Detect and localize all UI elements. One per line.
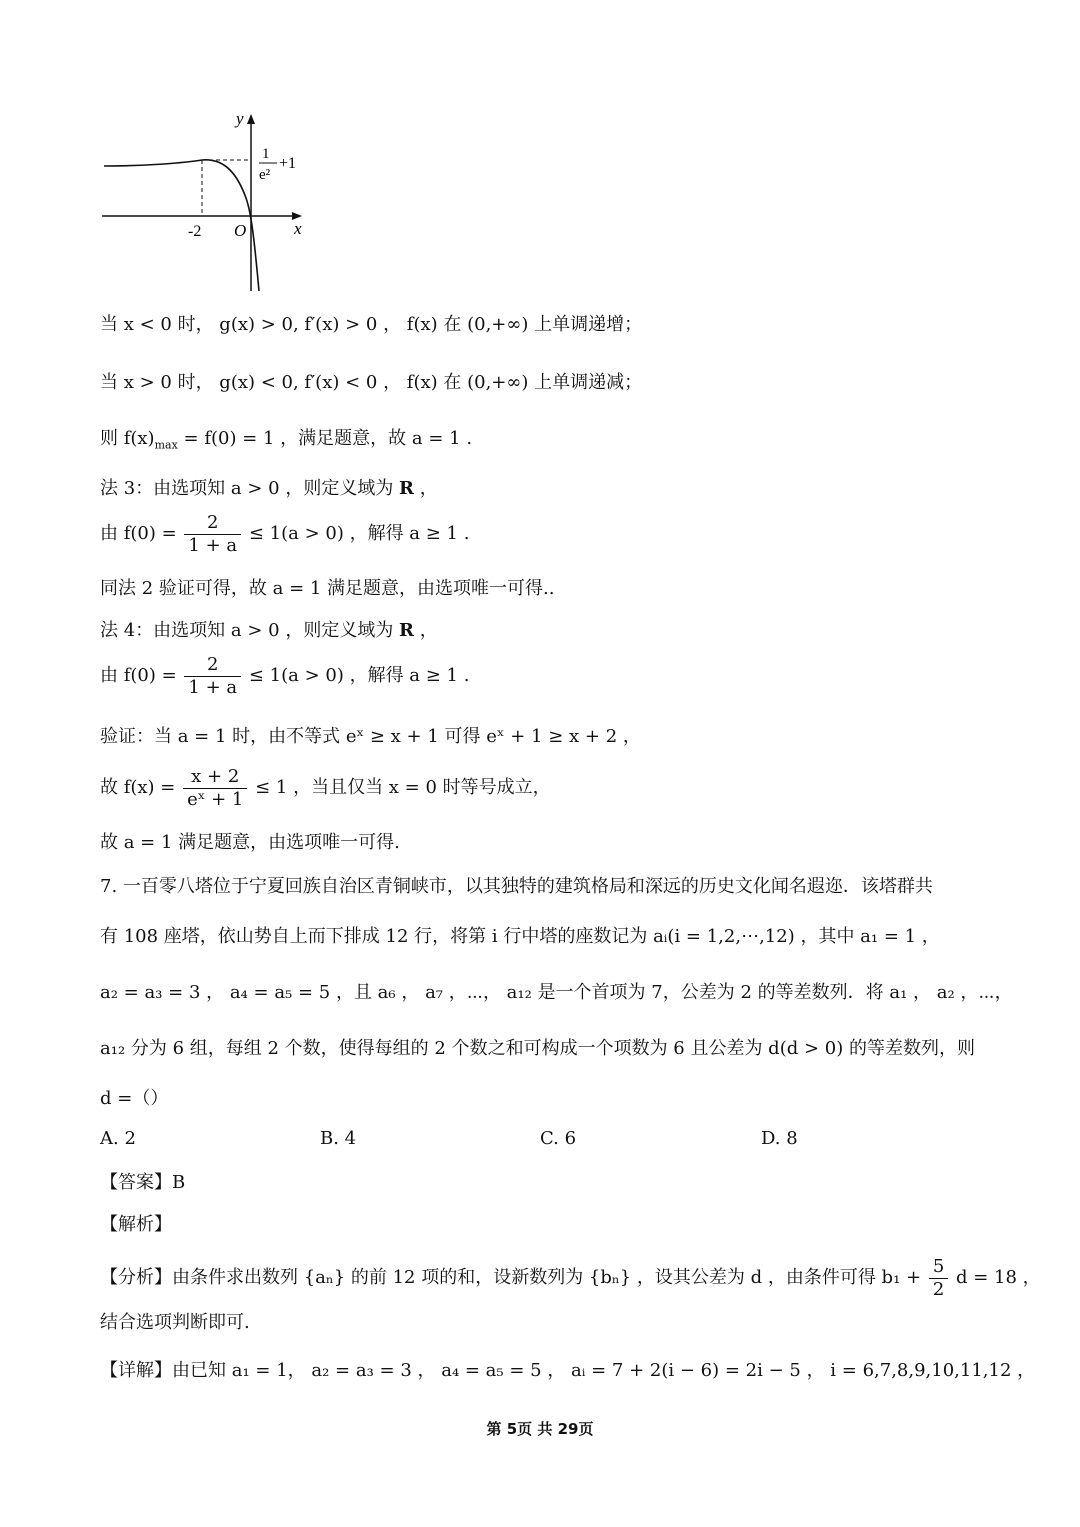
question-paragraph-3: a₂ = a₃ = 3 ， a₄ = a₅ = 5 ，且 a₆ ， a₇ ，⋯， a₁₂ 是一个首项为 7，公差为 2 的等差数列．将 a₁ ， a₂ ，⋯， xyxy=(100,982,1013,1003)
method-4-heading xyxy=(100,620,438,642)
option-c: C. 6 xyxy=(540,1128,577,1149)
analysis-summary-a: 【分析】由条件求出数列 {aₙ} 的前 12 项的和，设新数列为 {bₙ} ，设其公差为 d ，由条件可得 b₁ + xyxy=(100,1267,927,1289)
bound-fraction-num: x + 2 xyxy=(183,766,247,789)
method-4-formula-b: ≤ 1(a > 0) ，解得 a ≥ 1 . xyxy=(243,665,470,687)
method-4-fraction xyxy=(184,654,241,698)
question-paragraph-4: a₁₂ 分为 6 组，每组 2 个数，使得每组的 2 个数之和可构成一个项数为 6 且公差为 d(d > 0) 的等差数列，则 xyxy=(100,1038,975,1059)
y-axis-label: y xyxy=(236,109,244,128)
text-line-3-a: 则 f(x) xyxy=(100,428,155,449)
conclusion-line: 故 a = 1 满足题意，由选项唯一可得. xyxy=(100,832,400,853)
method-3-formula-b: ≤ 1(a > 0) ，解得 a ≥ 1 . xyxy=(243,523,470,545)
method-4-formula-a: 由 f(0) = xyxy=(100,665,183,687)
origin-label: O xyxy=(234,221,247,240)
method-3-fraction-num: 2 xyxy=(184,512,241,535)
option-a: A. 2 xyxy=(100,1128,136,1149)
option-d: D. 8 xyxy=(761,1128,798,1149)
text-line-2: 当 x > 0 时， g(x) < 0, f′(x) < 0 ， f(x) 在 (0,+∞) 上单调递减； xyxy=(100,372,643,393)
method-4-fraction-den: 1 + a xyxy=(188,676,238,698)
bound-fraction-den: eˣ + 1 xyxy=(187,788,244,810)
answer-line: 【答案】B xyxy=(100,1172,186,1193)
method-3-domain-R: R xyxy=(399,478,415,499)
function-graph xyxy=(96,106,326,296)
method-3-fraction xyxy=(184,512,241,556)
method-4-tail: ， xyxy=(414,620,438,641)
value-label-numerator: 1 xyxy=(262,146,270,162)
method-4-formula xyxy=(100,654,469,698)
bound-formula-a: 故 f(x) = xyxy=(100,777,182,799)
question-paragraph-5: d =（） xyxy=(100,1088,169,1109)
question-paragraph-2: 有 108 座塔，依山势自上而下排成 12 行，将第 i 行中塔的座数记为 aᵢ(i = 1,2,⋯,12) ，其中 a₁ = 1 ， xyxy=(100,926,940,947)
bound-formula xyxy=(100,766,551,810)
analysis-summary-continued: 结合选项判断即可. xyxy=(100,1312,250,1333)
text-line-3-sub: max xyxy=(154,438,178,452)
x-axis-label: x xyxy=(294,219,302,238)
method-3-formula xyxy=(100,512,469,556)
text-line-6: 同法 2 验证可得，故 a = 1 满足题意，由选项唯一可得.. xyxy=(100,578,555,599)
method-3-text: 法 3：由选项知 a > 0 ，则定义域为 xyxy=(100,478,400,499)
text-line-3 xyxy=(100,428,472,452)
page-footer: 第 5页 共 29页 xyxy=(486,1420,594,1438)
detail-line: 【详解】由已知 a₁ = 1， a₂ = a₃ = 3 ， a₄ = a₅ = 5 ， aᵢ = 7 + 2(i − 6) = 2i − 5 ， i = 6,7,8,9,10,11,12 ， xyxy=(100,1360,1036,1381)
method-3-heading xyxy=(100,478,438,500)
value-label-plus-one: +1 xyxy=(279,155,297,172)
question-paragraph-1: 7. 一百零八塔位于宁夏回族自治区青铜峡市，以其独特的建筑格局和深远的历史文化闻名遐迩．该塔群共 xyxy=(100,876,933,897)
analysis-fraction xyxy=(929,1256,948,1300)
option-b: B. 4 xyxy=(320,1128,357,1149)
method-4-fraction-num: 2 xyxy=(184,654,241,677)
verification-line: 验证：当 a = 1 时，由不等式 eˣ ≥ x + 1 可得 eˣ + 1 ≥ x + 2 ， xyxy=(100,726,641,747)
value-label-denominator: e² xyxy=(259,167,271,183)
y-axis-arrow xyxy=(247,114,255,124)
analysis-fraction-den: 2 xyxy=(932,1278,945,1300)
method-3-fraction-den: 1 + a xyxy=(188,534,238,556)
bound-fraction xyxy=(183,766,247,810)
tick-label-minus-two: -2 xyxy=(188,223,202,240)
analysis-summary xyxy=(100,1256,1041,1300)
method-4-text: 法 4：由选项知 a > 0 ，则定义域为 xyxy=(100,620,400,641)
analysis-title: 【解析】 xyxy=(100,1214,172,1235)
method-3-formula-a: 由 f(0) = xyxy=(100,523,183,545)
method-4-domain-R: R xyxy=(399,620,415,641)
analysis-fraction-num: 5 xyxy=(929,1256,948,1279)
text-line-1: 当 x < 0 时， g(x) > 0, f′(x) > 0 ， f(x) 在 (0,+∞) 上单调递增； xyxy=(100,314,643,335)
method-3-tail: ， xyxy=(414,478,438,499)
text-line-3-b: = f(0) = 1 ，满足题意，故 a = 1 . xyxy=(177,428,473,449)
bound-formula-b: ≤ 1 ，当且仅当 x = 0 时等号成立， xyxy=(249,777,551,799)
analysis-summary-b: d = 18 ， xyxy=(950,1267,1041,1289)
